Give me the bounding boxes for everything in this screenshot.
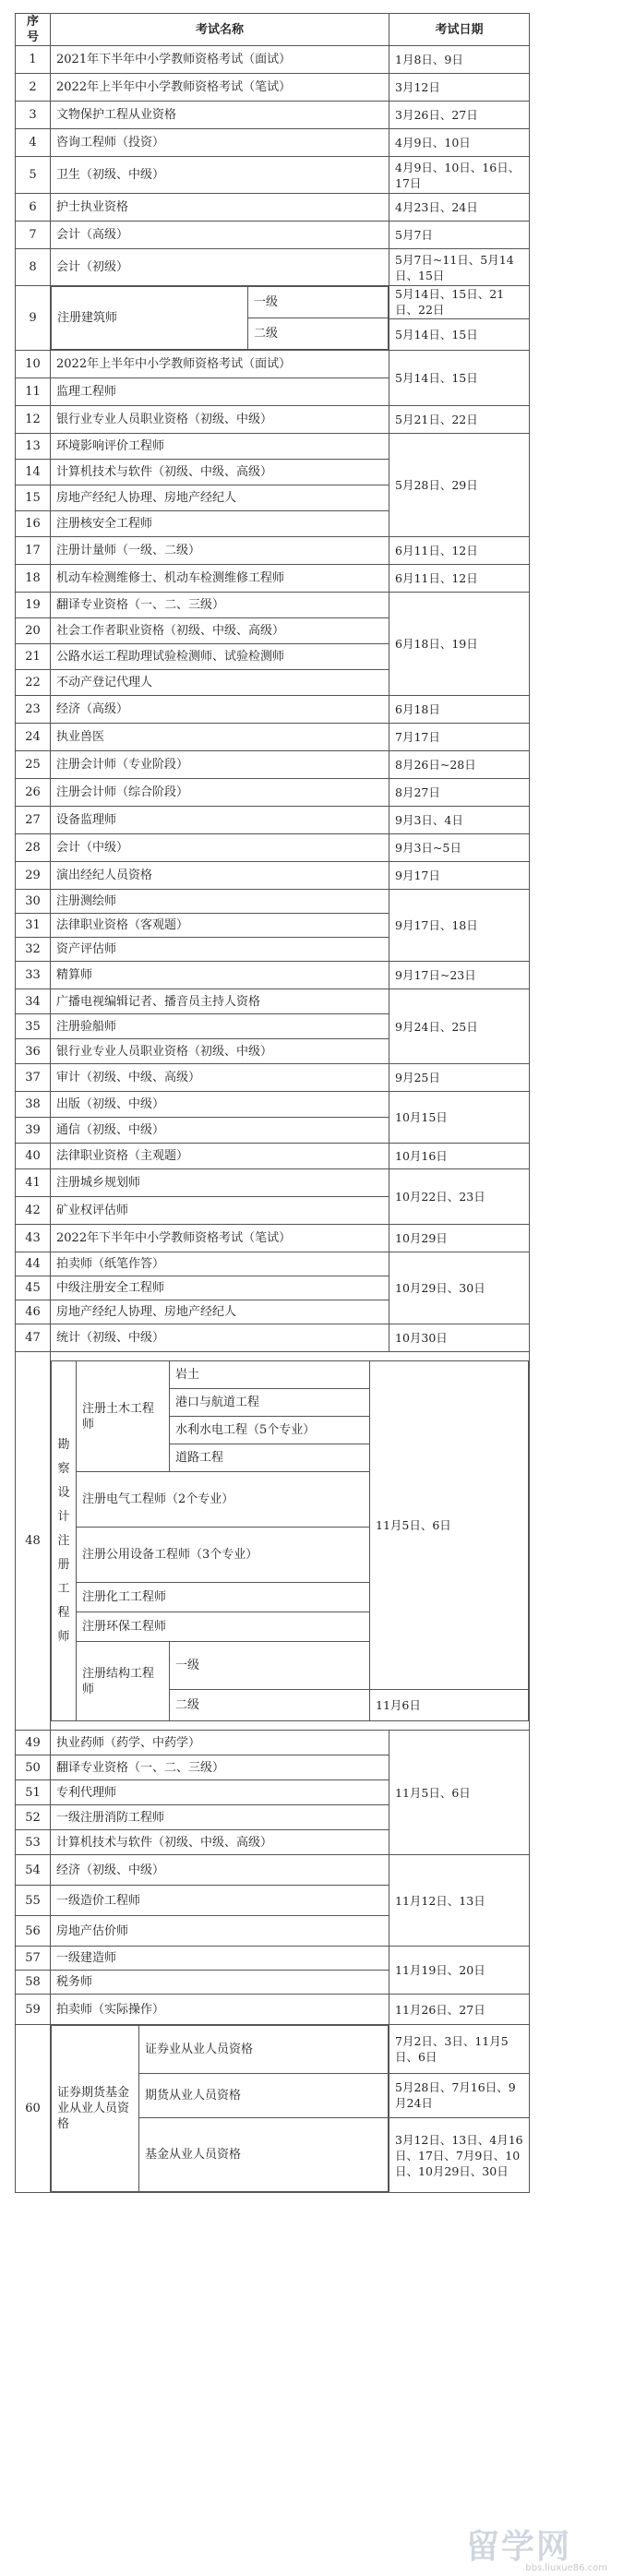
exam-name: 文物保护工程从业资格 (51, 102, 389, 129)
exam-name: 矿业权评估师 (51, 1197, 389, 1225)
exam-name: 专利代理师 (51, 1780, 389, 1805)
exam-date: 4月23日、24日 (389, 194, 530, 222)
exam-number: 38 (16, 1092, 51, 1118)
exam-date: 7月17日 (389, 724, 530, 751)
exam-name-split (51, 286, 389, 351)
exam-number: 20 (16, 618, 51, 644)
exam-number: 18 (16, 565, 51, 593)
exam-date: 9月25日 (389, 1064, 530, 1092)
exam-number: 6 (16, 194, 51, 222)
table-header-row (16, 14, 530, 46)
exam-number: 14 (16, 460, 51, 485)
utilities-engineer: 注册公用设备工程师（3个专业） (77, 1528, 370, 1583)
exam-number: 28 (16, 834, 51, 862)
exam-number: 52 (16, 1805, 51, 1830)
watermark-logo-text: 留学网 (466, 2528, 572, 2566)
exam-date: 4月9日、10日 (389, 129, 530, 157)
exam-name: 注册会计师（专业阶段） (51, 751, 389, 779)
exam-date: 9月3日、4日 (389, 807, 530, 834)
exam-name: 经济（初级、中级） (51, 1855, 389, 1886)
exam-name: 不动产登记代理人 (51, 670, 389, 696)
table-row (16, 989, 530, 1014)
exam-name: 会计（初级） (51, 249, 389, 286)
exam-date: 6月18日、19日 (389, 593, 530, 696)
civil-sub: 港口与航道工程 (170, 1389, 370, 1417)
structural-engineer-label: 注册结构工程师 (77, 1642, 170, 1721)
exam-date: 6月11日、12日 (389, 565, 530, 593)
table-row (16, 157, 530, 194)
exam-name: 会计（高级） (51, 222, 389, 249)
exam-name: 拍卖师（纸笔作答） (51, 1252, 389, 1276)
exam-date: 11月5日、6日 (370, 1361, 529, 1690)
exam-name: 2021年下半年中小学教师资格考试（面试） (51, 46, 389, 74)
exam-number: 29 (16, 862, 51, 890)
exam-number: 37 (16, 1064, 51, 1092)
exam-name: 翻译专业资格（一、二、三级） (51, 1755, 389, 1780)
table-row (16, 46, 530, 74)
exam-name: 环境影响评价工程师 (51, 434, 389, 460)
table-row (16, 1252, 530, 1276)
exam-number: 34 (16, 989, 51, 1014)
exam-number: 4 (16, 129, 51, 157)
exam-name: 银行业专业人员职业资格（初级、中级） (51, 1039, 389, 1064)
exam-name: 计算机技术与软件（初级、中级、高级） (51, 1830, 389, 1855)
exam-number: 31 (16, 914, 51, 938)
exam-name: 房地产估价师 (51, 1916, 389, 1947)
exam-number: 53 (16, 1830, 51, 1855)
exam-name: 执业兽医 (51, 724, 389, 751)
exam-date: 11月19日、20日 (389, 1947, 530, 1995)
structural-sub: 一级 (170, 1642, 370, 1690)
exam-name: 一级注册消防工程师 (51, 1805, 389, 1830)
watermark-url: bbs.liuxue86.com (525, 2563, 607, 2573)
table-row (16, 74, 530, 102)
table-row (16, 862, 530, 890)
exam-name: 注册核安全工程师 (51, 511, 389, 537)
exam-name: 翻译专业资格（一、二、三级） (51, 593, 389, 618)
exam-date: 11月6日 (370, 1690, 529, 1721)
category-char: 注 (57, 1533, 70, 1548)
exam-number: 25 (16, 751, 51, 779)
exam-sub-level: 二级 (248, 318, 389, 350)
exam-number: 55 (16, 1886, 51, 1916)
exam-number: 51 (16, 1780, 51, 1805)
exam-date: 1月8日、9日 (389, 46, 530, 74)
civil-sub: 水利水电工程（5个专业） (170, 1417, 370, 1444)
exam-number: 50 (16, 1755, 51, 1780)
exam-name: 注册测绘师 (51, 890, 389, 914)
table-row (16, 1995, 530, 2025)
table-row (16, 696, 530, 724)
table-row (16, 807, 530, 834)
exam-number: 35 (16, 1014, 51, 1039)
exam-date: 10月30日 (389, 1324, 530, 1352)
exam-number: 3 (16, 102, 51, 129)
exam-date: 5月7日~11日、5月14日、15日 (389, 249, 530, 286)
table-row (16, 1064, 530, 1092)
exam-name: 精算师 (51, 962, 389, 989)
exam-name: 税务师 (51, 1971, 389, 1995)
exam-date: 9月3日~5日 (389, 834, 530, 862)
exam-name: 广播电视编辑记者、播音员主持人资格 (51, 989, 389, 1014)
table-row (16, 129, 530, 157)
exam-number: 21 (16, 644, 51, 670)
exam-number: 43 (16, 1225, 51, 1252)
exam-number: 24 (16, 724, 51, 751)
exam-name: 出版（初级、中级） (51, 1092, 389, 1118)
chemical-engineer: 注册化工工程师 (77, 1583, 370, 1612)
exam-date: 6月18日 (389, 696, 530, 724)
category-char: 工 (57, 1581, 70, 1596)
exam-date: 9月17日 (389, 862, 530, 890)
exam-schedule-table (15, 13, 530, 2193)
exam-sub-category: 基金从业人员资格 (139, 2118, 389, 2192)
table-row (16, 779, 530, 807)
electrical-engineer: 注册电气工程师（2个专业） (77, 1472, 370, 1528)
exam-name: 护士执业资格 (51, 194, 389, 222)
nested-row (52, 287, 389, 318)
nested-table (51, 286, 389, 350)
exam-number: 27 (16, 807, 51, 834)
site-watermark (466, 2528, 618, 2573)
table-row (16, 1352, 530, 1731)
exam-name: 资产评估师 (51, 938, 389, 962)
exam-name: 会计（中级） (51, 834, 389, 862)
exam-name: 审计（初级、中级、高级） (51, 1064, 389, 1092)
exam-name: 注册城乡规划师 (51, 1169, 389, 1197)
exam-name: 注册验船师 (51, 1014, 389, 1039)
exam-number: 42 (16, 1197, 51, 1225)
exam-date: 3月12日、13日、4月16日、17日、7月9日、10日、10月29日、30日 (389, 2118, 530, 2193)
exam-number: 7 (16, 222, 51, 249)
exam-number: 46 (16, 1300, 51, 1324)
exam-number: 15 (16, 485, 51, 511)
category-label (57, 1433, 70, 1649)
exam-date: 5月28日、29日 (389, 434, 530, 537)
exam-date: 5月14日、15日 (389, 351, 530, 406)
table-row (16, 249, 530, 286)
exam-number: 39 (16, 1118, 51, 1144)
exam-date: 9月17日~23日 (389, 962, 530, 989)
exam-name: 卫生（初级、中级） (51, 157, 389, 194)
table-row (16, 751, 530, 779)
category-char: 师 (57, 1629, 70, 1644)
exam-date: 10月29日、30日 (389, 1252, 530, 1324)
exam-sub-level: 一级 (248, 287, 389, 318)
table-row (16, 1144, 530, 1169)
exam-name: 机动车检测维修士、机动车检测维修工程师 (51, 565, 389, 593)
exam-date: 10月29日 (389, 1225, 530, 1252)
exam-name: 房地产经纪人协理、房地产经纪人 (51, 1300, 389, 1324)
exam-number: 41 (16, 1169, 51, 1197)
exam-date: 10月15日 (389, 1092, 530, 1144)
table-row (16, 222, 530, 249)
table-row (16, 890, 530, 914)
exam-name: 监理工程师 (51, 378, 389, 406)
exam-number: 54 (16, 1855, 51, 1886)
exam-date: 3月26日、27日 (389, 102, 530, 129)
exam-name: 银行业专业人员职业资格（初级、中级） (51, 406, 389, 434)
exam-number: 58 (16, 1971, 51, 1995)
exam-name: 公路水运工程助理试验检测师、试验检测师 (51, 644, 389, 670)
table-row (16, 1092, 530, 1118)
exam-name: 中级注册安全工程师 (51, 1276, 389, 1300)
exam-name: 演出经纪人员资格 (51, 862, 389, 890)
exam-number: 12 (16, 406, 51, 434)
exam-date: 5月28日、7月16日、9月24日 (389, 2073, 530, 2118)
table-row (16, 286, 530, 319)
table-row (16, 194, 530, 222)
table-row (16, 1731, 530, 1755)
table-row (16, 1225, 530, 1252)
exam-date: 8月26日~28日 (389, 751, 530, 779)
exam-name: 社会工作者职业资格（初级、中级、高级） (51, 618, 389, 644)
environmental-engineer: 注册环保工程师 (77, 1612, 370, 1642)
header-name: 考试名称 (51, 14, 389, 46)
exam-name: 房地产经纪人协理、房地产经纪人 (51, 485, 389, 511)
exam-date: 5月21日、22日 (389, 406, 530, 434)
exam-number: 30 (16, 890, 51, 914)
exam-number: 10 (16, 351, 51, 378)
table-row (16, 1169, 530, 1197)
exam-number: 45 (16, 1276, 51, 1300)
table-row (16, 593, 530, 618)
exam-schedule-sheet (15, 13, 529, 2193)
exam-number: 17 (16, 537, 51, 565)
exam-name: 一级建造师 (51, 1947, 389, 1971)
exam-name: 2022年上半年中小学教师资格考试（笔试） (51, 74, 389, 102)
nested-row (52, 2026, 389, 2074)
exam-name-split (51, 2025, 389, 2193)
exam-name: 法律职业资格（主观题） (51, 1144, 389, 1169)
exam-number: 2 (16, 74, 51, 102)
exam-name-split (51, 1352, 530, 1731)
nested-row (52, 1361, 529, 1389)
table-row (16, 834, 530, 862)
table-row (16, 406, 530, 434)
exam-number: 49 (16, 1731, 51, 1755)
structural-sub: 二级 (170, 1690, 370, 1721)
exam-number: 59 (16, 1995, 51, 2025)
civil-engineer-label: 注册土木工程师 (77, 1361, 170, 1472)
civil-sub: 岩土 (170, 1361, 370, 1389)
header-date: 考试日期 (389, 14, 530, 46)
table-row (16, 1947, 530, 1971)
exam-date: 4月9日、10日、16日、17日 (389, 157, 530, 194)
table-row (16, 537, 530, 565)
exam-number: 19 (16, 593, 51, 618)
exam-sub-category: 期货从业人员资格 (139, 2074, 389, 2118)
exam-number: 47 (16, 1324, 51, 1352)
exam-number: 23 (16, 696, 51, 724)
exam-number: 48 (16, 1352, 51, 1731)
exam-name: 2022年下半年中小学教师资格考试（笔试） (51, 1225, 389, 1252)
table-row (16, 102, 530, 129)
table-row (16, 2025, 530, 2074)
exam-date: 11月12日、13日 (389, 1855, 530, 1947)
exam-number: 56 (16, 1916, 51, 1947)
exam-date: 6月11日、12日 (389, 537, 530, 565)
exam-number: 40 (16, 1144, 51, 1169)
exam-name: 通信（初级、中级） (51, 1118, 389, 1144)
exam-number: 22 (16, 670, 51, 696)
exam-date: 5月14日、15日、21日、22日 (389, 286, 530, 319)
exam-number: 33 (16, 962, 51, 989)
exam-number: 26 (16, 779, 51, 807)
category-char: 勘 (57, 1437, 70, 1452)
category-char: 册 (57, 1557, 70, 1572)
category-char: 察 (57, 1461, 70, 1476)
nested-table (51, 1360, 529, 1721)
exam-date: 10月16日 (389, 1144, 530, 1169)
exam-category: 证券期货基金业从业人员资格 (52, 2026, 139, 2192)
exam-date: 8月27日 (389, 779, 530, 807)
category-char: 程 (57, 1605, 70, 1620)
exam-date: 5月7日 (389, 222, 530, 249)
nested-table (51, 2025, 389, 2192)
table-row (16, 962, 530, 989)
exam-number: 60 (16, 2025, 51, 2193)
header-num: 序号 (16, 14, 51, 46)
category-char: 设 (57, 1485, 70, 1500)
exam-name: 咨询工程师（投资） (51, 129, 389, 157)
exam-name: 一级造价工程师 (51, 1886, 389, 1916)
civil-sub: 道路工程 (170, 1444, 370, 1472)
exam-date: 11月26日、27日 (389, 1995, 530, 2025)
exam-name: 2022年上半年中小学教师资格考试（面试） (51, 351, 389, 378)
table-row (16, 351, 530, 378)
exam-number: 8 (16, 249, 51, 286)
exam-number: 13 (16, 434, 51, 460)
exam-date: 11月5日、6日 (389, 1731, 530, 1855)
exam-sub-category: 证券业从业人员资格 (139, 2026, 389, 2074)
exam-date: 9月24日、25日 (389, 989, 530, 1064)
exam-date: 10月22日、23日 (389, 1169, 530, 1225)
exam-number: 9 (16, 286, 51, 351)
table-row (16, 724, 530, 751)
exam-name: 拍卖师（实际操作） (51, 1995, 389, 2025)
exam-date: 7月2日、3日、11月5日、6日 (389, 2025, 530, 2074)
table-row (16, 1855, 530, 1886)
exam-date: 9月17日、18日 (389, 890, 530, 962)
exam-name: 注册会计师（综合阶段） (51, 779, 389, 807)
category-char: 计 (57, 1509, 70, 1524)
exam-number: 11 (16, 378, 51, 406)
exam-number: 44 (16, 1252, 51, 1276)
exam-name: 统计（初级、中级） (51, 1324, 389, 1352)
category-vertical (52, 1361, 77, 1721)
exam-name: 注册计量师（一级、二级） (51, 537, 389, 565)
exam-number: 57 (16, 1947, 51, 1971)
exam-number: 36 (16, 1039, 51, 1064)
exam-date: 3月12日 (389, 74, 530, 102)
exam-name: 注册建筑师 (52, 287, 248, 350)
table-row (16, 1324, 530, 1352)
table-row (16, 434, 530, 460)
table-body (16, 46, 530, 2193)
exam-name: 设备监理师 (51, 807, 389, 834)
exam-number: 5 (16, 157, 51, 194)
exam-number: 32 (16, 938, 51, 962)
exam-number: 16 (16, 511, 51, 537)
exam-name: 执业药师（药学、中药学） (51, 1731, 389, 1755)
exam-date: 5月14日、15日 (389, 318, 530, 351)
exam-name: 法律职业资格（客观题） (51, 914, 389, 938)
exam-number: 1 (16, 46, 51, 74)
exam-name: 经济（高级） (51, 696, 389, 724)
exam-name: 计算机技术与软件（初级、中级、高级） (51, 460, 389, 485)
table-row (16, 565, 530, 593)
